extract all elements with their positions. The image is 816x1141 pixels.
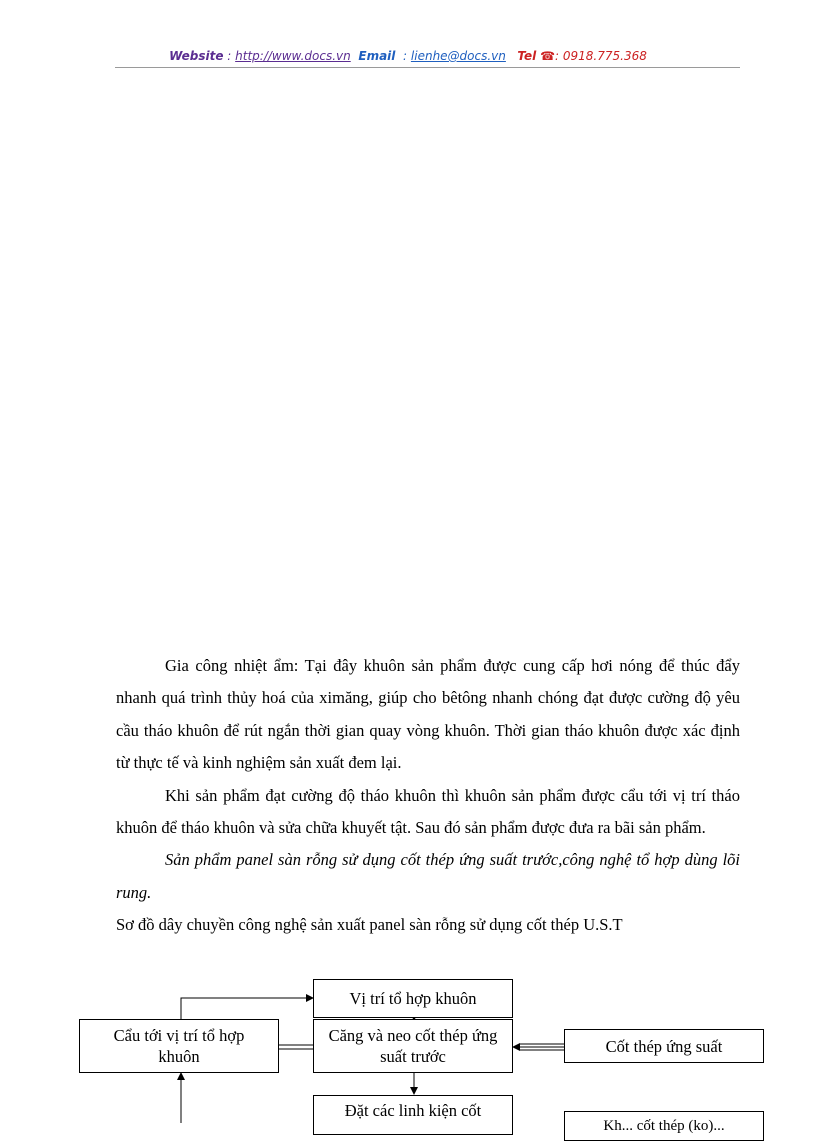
- paragraph-demolding: Khi sản phẩm đạt cường độ tháo khuôn thì khuôn sản phẩm được cẩu tới vị trí tháo khuôn để tháo khuôn và sửa chữa khuyết tật. Sau đó sản phẩm được đưa ra bãi sản phẩm.: [116, 785, 740, 838]
- website-link[interactable]: http://www.docs.vn: [235, 49, 351, 63]
- tel-label: Tel: [517, 49, 537, 63]
- paragraph-moist-heat: Gia công nhiệt ẩm: Tại đây khuôn sản phẩm được cung cấp hơi nóng để thúc đẩy nhanh quá trình thủy hoá của ximăng, giúp cho bêtông nhanh chóng đạt được cường độ yêu cầu tháo khuôn để rút ngắn thời gian quay vòng khuôn. Thời gian tháo khuôn được xác định từ thực tế và kinh nghiệm sản xuất đem lại.: [116, 656, 740, 773]
- paragraph-diagram-title: Sơ đồ dây chuyền công nghệ sản xuất panel sàn rỗng sử dụng cốt thép U.S.T: [116, 915, 623, 935]
- box-crane-to-assembly: Cẩu tới vị trí tổ hợp khuôn: [79, 1019, 279, 1073]
- email-link[interactable]: lienhe@docs.vn: [410, 49, 506, 63]
- box-right-partial: Kh... cốt thép (ko)...: [564, 1111, 764, 1141]
- phone-number: : 0918.775.368: [555, 49, 647, 63]
- page-header: Website : http://www.docs.vn Email : lienhe@docs.vn Tel ☎: 0918.775.368: [169, 49, 647, 63]
- website-label: Website: [169, 49, 224, 63]
- paragraph-product-heading: Sản phẩm panel sàn rỗng sử dụng cốt thép ứng suất trước,công nghệ tổ hợp dùng lõi rung.: [116, 850, 740, 902]
- arrow-loop-to-assemble: [181, 998, 313, 1019]
- phone-icon: ☎: [540, 49, 556, 63]
- box-place-components: Đặt các linh kiện cốt: [313, 1095, 513, 1135]
- email-label: Email: [358, 49, 396, 63]
- box-prestressed-steel: Cốt thép ứng suất: [564, 1029, 764, 1063]
- box-tension-steel: Căng và neo cốt thép ứng suất trước: [313, 1019, 513, 1073]
- box-assemble-mold: Vị trí tổ hợp khuôn: [313, 979, 513, 1018]
